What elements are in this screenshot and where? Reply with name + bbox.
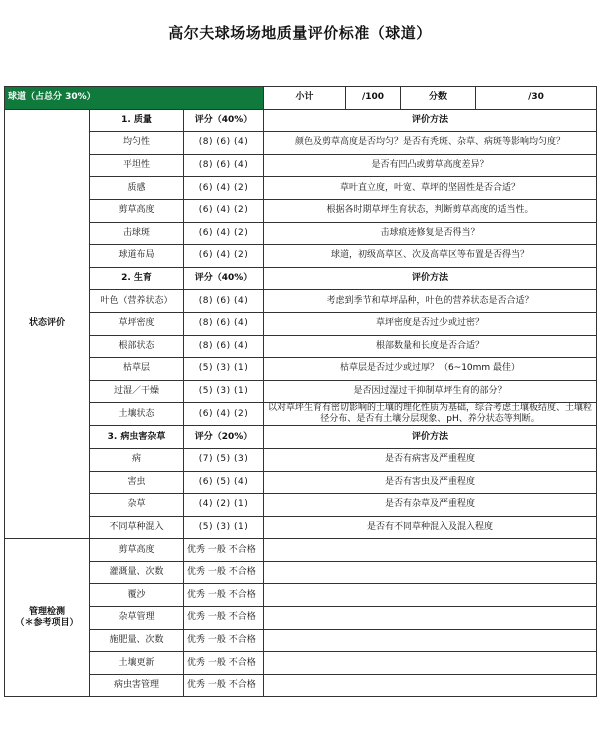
- criterion-scores: (6) (4) (2): [184, 222, 264, 245]
- criterion-method: 草叶直立度，叶宽、草坪的坚固性是否合适？: [264, 177, 597, 200]
- table-row: [5, 290, 597, 313]
- section-heading: 1. 质量: [90, 109, 184, 132]
- management-label-line2: （＊参考项目）: [15, 617, 79, 628]
- criterion-method: 是否有凹凸或剪草高度差异？: [264, 154, 597, 177]
- table-row: [5, 380, 597, 403]
- criterion-method: 根部数量和长度是否合适？: [264, 335, 597, 358]
- section-method-heading: 评价方法: [264, 267, 597, 290]
- section-heading-row: [5, 109, 597, 132]
- subtotal-max: /100: [346, 87, 401, 110]
- criterion-scores: (8) (6) (4): [184, 132, 264, 155]
- table-row: [5, 516, 597, 539]
- management-rating: 优秀 一般 不合格: [184, 674, 264, 697]
- criterion-name: 杂草: [90, 494, 184, 517]
- section-score-heading: 评分（40%）: [184, 109, 264, 132]
- criterion-scores: (6) (4) (2): [184, 245, 264, 268]
- section-heading: 3. 病虫害杂草: [90, 426, 184, 449]
- management-notes-cell: [264, 561, 597, 584]
- management-row: [5, 607, 597, 630]
- criterion-name: 病: [90, 448, 184, 471]
- management-row: [5, 629, 597, 652]
- management-item: 剪草高度: [90, 539, 184, 562]
- criterion-scores: (6) (4) (2): [184, 199, 264, 222]
- criterion-name: 平坦性: [90, 154, 184, 177]
- criterion-method: 球道，初级高草区、次及高草区等布置是否得当？: [264, 245, 597, 268]
- table-row: [5, 199, 597, 222]
- table-row: [5, 494, 597, 517]
- management-notes-cell: [264, 584, 597, 607]
- management-item: 覆沙: [90, 584, 184, 607]
- criterion-name: 球道布局: [90, 245, 184, 268]
- criterion-scores: (8) (6) (4): [184, 290, 264, 313]
- evaluation-table: [4, 86, 597, 697]
- criterion-name: 害虫: [90, 471, 184, 494]
- management-row: [5, 584, 597, 607]
- criterion-scores: (5) (3) (1): [184, 358, 264, 381]
- section-method-heading: 评价方法: [264, 109, 597, 132]
- table-row: [5, 222, 597, 245]
- management-notes-cell: [264, 539, 597, 562]
- criterion-name: 草坪密度: [90, 312, 184, 335]
- status-evaluation-label: 状态评价: [5, 109, 90, 539]
- subtotal-label: 小计: [264, 87, 346, 110]
- table-row: [5, 403, 597, 426]
- management-rating: 优秀 一般 不合格: [184, 629, 264, 652]
- criterion-method: 击球痕迹修复是否得当？: [264, 222, 597, 245]
- management-item: 病虫害管理: [90, 674, 184, 697]
- criterion-scores: (7) (5) (3): [184, 448, 264, 471]
- score-max: /30: [476, 87, 597, 110]
- criterion-method: 是否有杂草及严重程度: [264, 494, 597, 517]
- criterion-scores: (4) (2) (1): [184, 494, 264, 517]
- management-rating: 优秀 一般 不合格: [184, 652, 264, 675]
- criterion-name: 不同草种混入: [90, 516, 184, 539]
- management-row: [5, 652, 597, 675]
- management-rating: 优秀 一般 不合格: [184, 539, 264, 562]
- management-item: 灌溉量、次数: [90, 561, 184, 584]
- criterion-method: 是否有不同草种混入及混入程度: [264, 516, 597, 539]
- management-notes-cell: [264, 652, 597, 675]
- criterion-name: 过湿／干燥: [90, 380, 184, 403]
- criterion-method: 是否有害虫及严重程度: [264, 471, 597, 494]
- criterion-scores: (8) (6) (4): [184, 312, 264, 335]
- management-row: [5, 539, 597, 562]
- table-row: [5, 358, 597, 381]
- section-heading: 2. 生育: [90, 267, 184, 290]
- section-score-heading: 评分（40%）: [184, 267, 264, 290]
- criterion-name: 均匀性: [90, 132, 184, 155]
- criterion-name: 质感: [90, 177, 184, 200]
- criterion-name: 叶色（营养状态）: [90, 290, 184, 313]
- management-rating: 优秀 一般 不合格: [184, 561, 264, 584]
- table-row: [5, 132, 597, 155]
- table-row: [5, 448, 597, 471]
- management-item: 施肥量、次数: [90, 629, 184, 652]
- management-notes-cell: [264, 629, 597, 652]
- criterion-method: 颜色及剪草高度是否均匀？是否有秃斑、杂草、病斑等影响均匀度？: [264, 132, 597, 155]
- management-rating: 优秀 一般 不合格: [184, 584, 264, 607]
- criterion-scores: (8) (6) (4): [184, 154, 264, 177]
- management-row: [5, 561, 597, 584]
- criterion-scores: (8) (6) (4): [184, 335, 264, 358]
- table-row: [5, 177, 597, 200]
- management-label-line1: 管理检测: [28, 606, 65, 617]
- table-row: [5, 335, 597, 358]
- management-check-label: [5, 539, 90, 697]
- fairway-label: 球道（占总分 30%）: [5, 87, 264, 110]
- section-heading-row: [5, 267, 597, 290]
- criterion-scores: (6) (5) (4): [184, 471, 264, 494]
- criterion-name: 根部状态: [90, 335, 184, 358]
- criterion-method: 枯草层是否过少或过厚？（6~10mm 最佳）: [264, 358, 597, 381]
- section-method-heading: 评价方法: [264, 426, 597, 449]
- criterion-name: 土壤状态: [90, 403, 184, 426]
- management-item: 土壤更新: [90, 652, 184, 675]
- management-row: [5, 674, 597, 697]
- criterion-method: 以对草坪生育有密切影响的土壤的理化性质为基础，综合考虑土壤板结度、土壤粒径分布、是否有土壤分层现象、pH、养分状态等判断。: [264, 403, 597, 426]
- table-row: [5, 471, 597, 494]
- section-score-heading: 评分（20%）: [184, 426, 264, 449]
- page-title: 高尔夫球场场地质量评价标准（球道）: [168, 24, 432, 42]
- criterion-scores: (6) (4) (2): [184, 403, 264, 426]
- table-row: [5, 245, 597, 268]
- criterion-method: 根据各时期草坪生育状态，判断剪草高度的适当性。: [264, 199, 597, 222]
- criterion-scores: (6) (4) (2): [184, 177, 264, 200]
- management-notes-cell: [264, 674, 597, 697]
- management-notes-cell: [264, 607, 597, 630]
- criterion-name: 枯草层: [90, 358, 184, 381]
- section-heading-row: [5, 426, 597, 449]
- criterion-method: 考虑到季节和草坪品种，叶色的营养状态是否合适？: [264, 290, 597, 313]
- criterion-method: 是否因过湿过干抑制草坪生育的部分？: [264, 380, 597, 403]
- criterion-name: 击球斑: [90, 222, 184, 245]
- criterion-name: 剪草高度: [90, 199, 184, 222]
- table-row: [5, 154, 597, 177]
- table-row: [5, 312, 597, 335]
- management-rating: 优秀 一般 不合格: [184, 607, 264, 630]
- management-item: 杂草管理: [90, 607, 184, 630]
- criterion-method: 草坪密度是否过少或过密？: [264, 312, 597, 335]
- criterion-scores: (5) (3) (1): [184, 516, 264, 539]
- score-label: 分数: [401, 87, 476, 110]
- criterion-method: 是否有病害及严重程度: [264, 448, 597, 471]
- header-row: [5, 87, 597, 110]
- criterion-scores: (5) (3) (1): [184, 380, 264, 403]
